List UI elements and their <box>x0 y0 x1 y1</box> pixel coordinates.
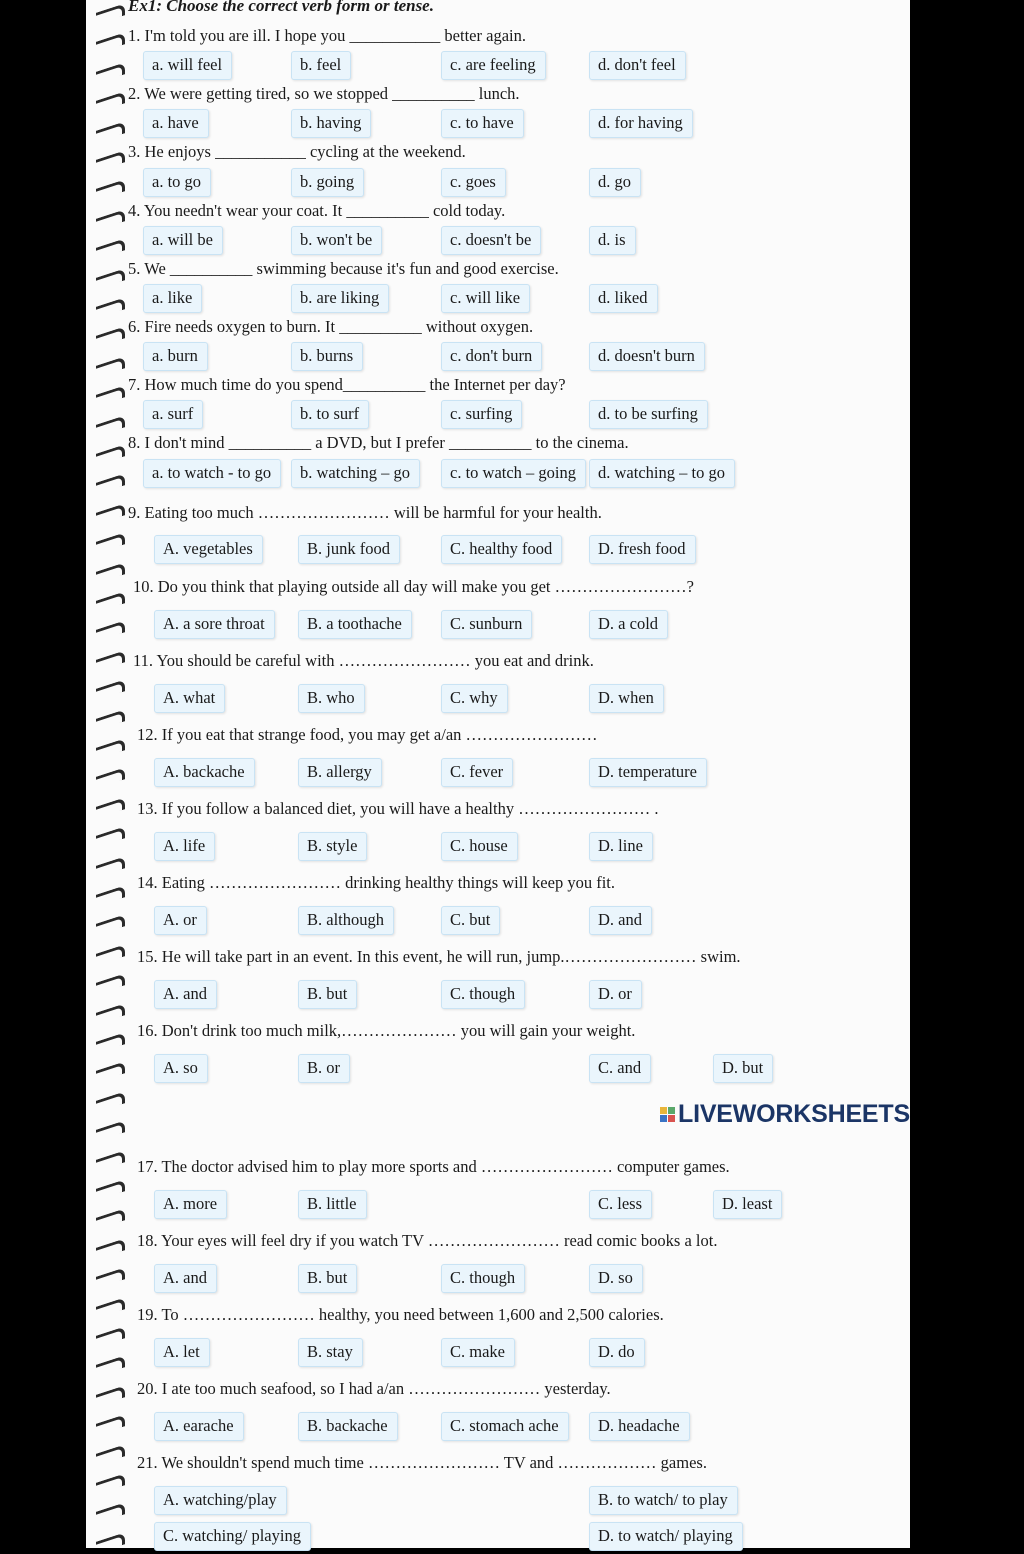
answer-option[interactable]: d. liked <box>589 284 658 313</box>
spiral-coil <box>96 826 125 847</box>
answer-option[interactable]: b. to surf <box>291 400 369 429</box>
question-stem: 15. He will take part in an event. In this event, he will run, jump.…………………… swim. <box>137 947 741 966</box>
answer-option[interactable]: D. to watch/ playing <box>589 1522 743 1551</box>
spiral-coil <box>96 679 125 700</box>
answer-option[interactable]: a. will feel <box>143 51 232 80</box>
answer-option[interactable]: D. so <box>589 1264 643 1293</box>
question-stem: 13. If you follow a balanced diet, you will have a healthy …………………… . <box>137 799 659 818</box>
question-stem: 8. I don't mind __________ a DVD, but I prefer __________ to the cinema. <box>128 433 629 452</box>
answer-option[interactable]: B. to watch/ to play <box>589 1486 738 1515</box>
answer-option[interactable]: D. fresh food <box>589 535 696 564</box>
spiral-coil <box>96 532 125 553</box>
spiral-coil <box>96 121 125 142</box>
spiral-coil <box>96 1356 125 1377</box>
answer-option[interactable]: D. and <box>589 906 652 935</box>
answer-option[interactable]: a. like <box>143 284 202 313</box>
question-stem: 17. The doctor advised him to play more sports and …………………… computer games. <box>137 1157 730 1176</box>
answer-option[interactable]: c. are feeling <box>441 51 546 80</box>
answer-option[interactable]: B. but <box>298 1264 357 1293</box>
question-stem: 20. I ate too much seafood, so I had a/an …………………… yesterday. <box>137 1379 611 1398</box>
answer-option[interactable]: C. though <box>441 980 525 1009</box>
question-stem: 6. Fire needs oxygen to burn. It __________ without oxygen. <box>128 317 534 336</box>
answer-option[interactable]: C. but <box>441 906 500 935</box>
spiral-coil <box>96 885 125 906</box>
spiral-coil <box>96 1297 125 1318</box>
spiral-coil <box>96 385 125 406</box>
spiral-coil <box>96 915 125 936</box>
answer-option[interactable]: A. and <box>154 980 217 1009</box>
answer-option[interactable]: B. a toothache <box>298 610 412 639</box>
answer-option[interactable]: a. will be <box>143 226 223 255</box>
answer-option[interactable]: d. doesn't burn <box>589 342 705 371</box>
spiral-coil <box>96 1179 125 1200</box>
spiral-coil <box>96 1444 125 1465</box>
question-stem: 1. I'm told you are ill. I hope you ___________ better again. <box>128 26 526 45</box>
answer-option[interactable]: d. go <box>589 168 641 197</box>
answer-option[interactable]: a. have <box>143 109 209 138</box>
liveworksheets-logo <box>660 1100 910 1129</box>
spiral-coil <box>96 209 125 230</box>
answer-option[interactable]: c. to watch – going <box>441 459 586 488</box>
spiral-coil <box>96 591 125 612</box>
spiral-coil <box>96 768 125 789</box>
question-stem: 3. He enjoys ___________ cycling at the weekend. <box>128 142 466 161</box>
question-stem: 11. You should be careful with …………………… you eat and drink. <box>133 651 594 670</box>
answer-option[interactable]: A. what <box>154 684 225 713</box>
question-stem: 19. To …………………… healthy, you need between 1,600 and 2,500 calories. <box>137 1305 664 1324</box>
spiral-coil <box>96 797 125 818</box>
answer-option[interactable]: B. little <box>298 1190 367 1219</box>
answer-option[interactable]: B. style <box>298 832 367 861</box>
spiral-coil <box>96 1473 125 1494</box>
answer-option[interactable]: B. but <box>298 980 357 1009</box>
answer-option[interactable]: C. fever <box>441 758 513 787</box>
spiral-coil <box>96 91 125 112</box>
answer-option[interactable]: b. having <box>291 109 371 138</box>
answer-option[interactable]: A. watching/play <box>154 1486 287 1515</box>
brand-text: LIVEWORKSHEETS <box>678 1100 910 1128</box>
answer-option[interactable]: A. so <box>154 1054 208 1083</box>
answer-option[interactable]: A. a sore throat <box>154 610 275 639</box>
answer-option[interactable]: D. headache <box>589 1412 690 1441</box>
answer-option[interactable]: b. won't be <box>291 226 382 255</box>
spiral-coil <box>96 415 125 436</box>
spiral-coil <box>96 444 125 465</box>
answer-option[interactable]: D. do <box>589 1338 645 1367</box>
answer-option[interactable]: C. though <box>441 1264 525 1293</box>
answer-option[interactable]: A. earache <box>154 1412 244 1441</box>
answer-option[interactable]: D. least <box>713 1190 782 1219</box>
spiral-coil <box>96 33 125 54</box>
spiral-coil <box>96 356 125 377</box>
spiral-coil <box>96 1326 125 1347</box>
answer-option[interactable]: D. but <box>713 1054 773 1083</box>
spiral-coil <box>96 1209 125 1230</box>
answer-option[interactable]: b. feel <box>291 51 351 80</box>
answer-option[interactable]: B. backache <box>298 1412 398 1441</box>
answer-option[interactable]: b. burns <box>291 342 363 371</box>
answer-option[interactable]: B. allergy <box>298 758 382 787</box>
answer-option[interactable]: c. doesn't be <box>441 226 541 255</box>
spiral-coil <box>96 297 125 318</box>
answer-option[interactable]: C. house <box>441 832 518 861</box>
spiral-coil <box>96 1267 125 1288</box>
answer-option[interactable]: a. to go <box>143 168 211 197</box>
answer-option[interactable]: C. stomach ache <box>441 1412 569 1441</box>
answer-option[interactable]: d. watching – to go <box>589 459 735 488</box>
answer-option[interactable]: A. let <box>154 1338 210 1367</box>
answer-option[interactable]: A. or <box>154 906 207 935</box>
answer-option[interactable]: d. for having <box>589 109 693 138</box>
spiral-coil <box>96 327 125 348</box>
question-stem: 9. Eating too much …………………… will be harmful for your health. <box>128 503 602 522</box>
spiral-coil <box>96 1238 125 1259</box>
answer-option[interactable]: a. burn <box>143 342 208 371</box>
answer-option[interactable]: C. make <box>441 1338 515 1367</box>
answer-option[interactable]: b. watching – go <box>291 459 420 488</box>
spiral-coil <box>96 650 125 671</box>
question-stem: 10. Do you think that playing outside all day will make you get ……………………? <box>133 577 694 596</box>
question-stem: 12. If you eat that strange food, you may get a/an …………………… <box>137 725 598 744</box>
answer-option[interactable]: D. or <box>589 980 642 1009</box>
question-stem: 7. How much time do you spend__________ the Internet per day? <box>128 375 566 394</box>
answer-option[interactable]: B. junk food <box>298 535 400 564</box>
logo-icon <box>660 1107 676 1123</box>
answer-option[interactable]: B. although <box>298 906 394 935</box>
spiral-coil <box>96 973 125 994</box>
answer-option[interactable]: c. goes <box>441 168 506 197</box>
answer-option[interactable]: D. temperature <box>589 758 707 787</box>
spiral-coil <box>96 856 125 877</box>
spiral-coil <box>96 709 125 730</box>
answer-option[interactable]: A. more <box>154 1190 227 1219</box>
answer-option[interactable]: A. and <box>154 1264 217 1293</box>
spiral-coil <box>96 944 125 965</box>
spiral-coil <box>96 1003 125 1024</box>
spiral-coil <box>96 3 125 24</box>
question-stem: 16. Don't drink too much milk,………………… you will gain your weight. <box>137 1021 636 1040</box>
spiral-coil <box>96 1032 125 1053</box>
answer-option[interactable]: C. less <box>589 1190 652 1219</box>
question-stem: 14. Eating …………………… drinking healthy things will keep you fit. <box>137 873 615 892</box>
answer-option[interactable]: d. don't feel <box>589 51 686 80</box>
answer-option[interactable]: B. stay <box>298 1338 363 1367</box>
question-stem: 21. We shouldn't spend much time …………………… TV and ……………… games. <box>137 1453 707 1472</box>
spiral-coil <box>96 503 125 524</box>
spiral-coil <box>96 1120 125 1141</box>
question-stem: 18. Your eyes will feel dry if you watch TV …………………… read comic books a lot. <box>137 1231 718 1250</box>
spiral-coil <box>96 1414 125 1435</box>
spiral-coil <box>96 1532 125 1553</box>
answer-option[interactable]: D. line <box>589 832 653 861</box>
question-stem: 2. We were getting tired, so we stopped __________ lunch. <box>128 84 520 103</box>
answer-option[interactable]: a. surf <box>143 400 203 429</box>
answer-option[interactable]: c. to have <box>441 109 524 138</box>
spiral-coil <box>96 180 125 201</box>
spiral-coil <box>96 1503 125 1524</box>
answer-option[interactable]: D. when <box>589 684 664 713</box>
answer-option[interactable]: C. and <box>589 1054 651 1083</box>
answer-option[interactable]: b. are liking <box>291 284 389 313</box>
answer-option[interactable]: B. or <box>298 1054 350 1083</box>
spiral-coil <box>96 474 125 495</box>
spiral-coil <box>96 562 125 583</box>
spiral-coil <box>96 1150 125 1171</box>
exercise-title: Ex1: Choose the correct verb form or tense. <box>128 0 434 15</box>
spiral-coil <box>96 150 125 171</box>
spiral-binding <box>86 0 136 1548</box>
spiral-coil <box>96 1091 125 1112</box>
spiral-coil <box>96 268 125 289</box>
answer-option[interactable]: b. going <box>291 168 364 197</box>
spiral-coil <box>96 238 125 259</box>
answer-option[interactable]: a. to watch - to go <box>143 459 281 488</box>
answer-option[interactable]: B. who <box>298 684 365 713</box>
spiral-coil <box>96 62 125 83</box>
answer-option[interactable]: A. vegetables <box>154 535 263 564</box>
answer-option[interactable]: C. healthy food <box>441 535 562 564</box>
answer-option[interactable]: A. life <box>154 832 215 861</box>
question-stem: 5. We __________ swimming because it's fun and good exercise. <box>128 259 559 278</box>
spiral-coil <box>96 1062 125 1083</box>
answer-option[interactable]: D. a cold <box>589 610 668 639</box>
question-stem: 4. You needn't wear your coat. It __________ cold today. <box>128 201 506 220</box>
spiral-coil <box>96 738 125 759</box>
answer-option[interactable]: d. is <box>589 226 636 255</box>
answer-option[interactable]: A. backache <box>154 758 255 787</box>
answer-option[interactable]: c. don't burn <box>441 342 542 371</box>
answer-option[interactable]: d. to be surfing <box>589 400 708 429</box>
spiral-coil <box>96 621 125 642</box>
answer-option[interactable]: C. watching/ playing <box>154 1522 311 1551</box>
answer-option[interactable]: c. will like <box>441 284 530 313</box>
answer-option[interactable]: C. sunburn <box>441 610 532 639</box>
answer-option[interactable]: C. why <box>441 684 508 713</box>
answer-option[interactable]: c. surfing <box>441 400 522 429</box>
spiral-coil <box>96 1385 125 1406</box>
